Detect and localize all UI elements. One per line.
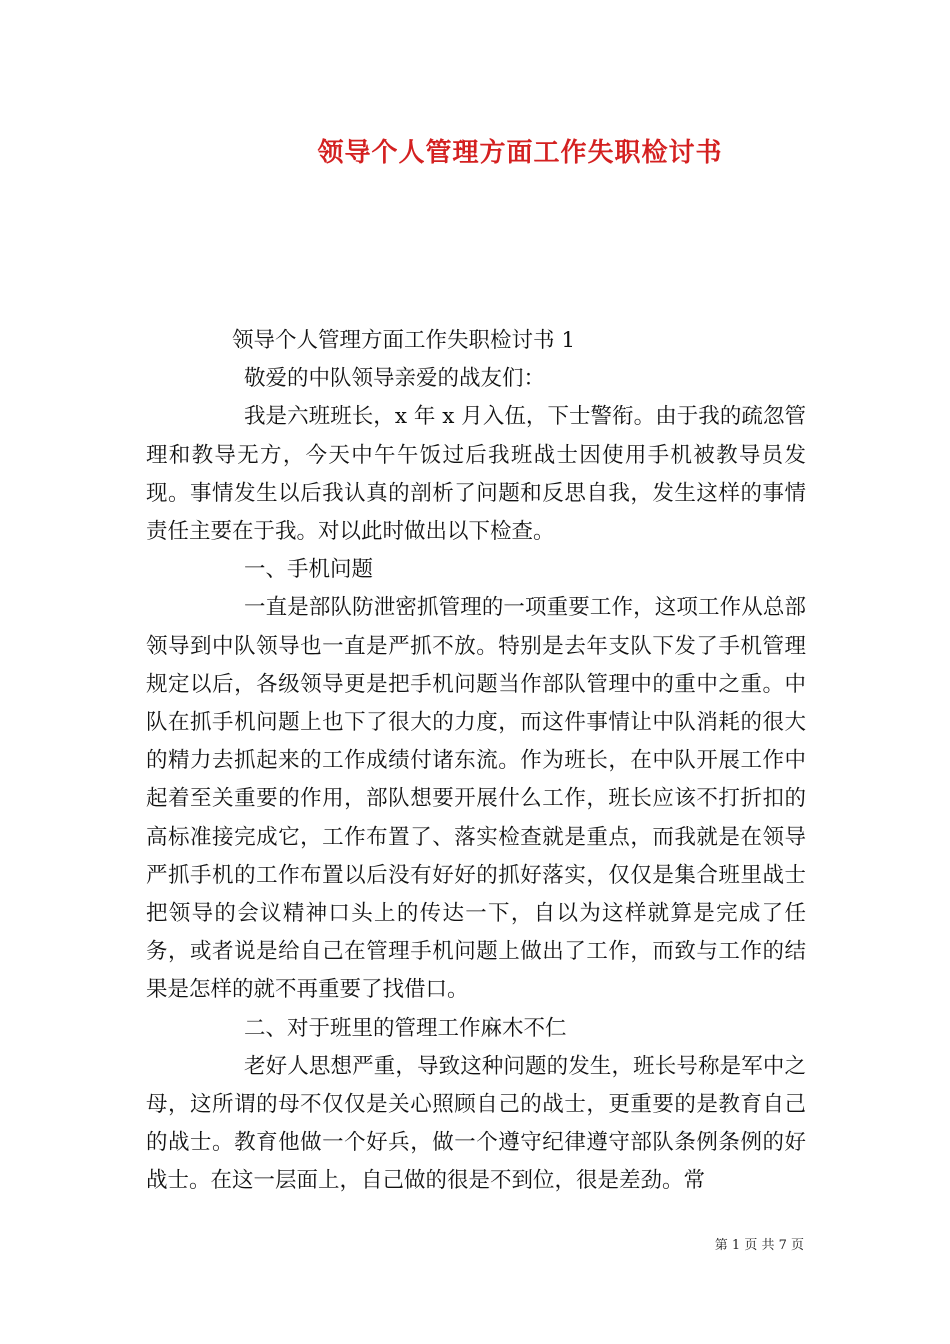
document-subtitle: 领导个人管理方面工作失职检讨书 1 xyxy=(232,328,576,353)
greeting-line: 敬爱的中队领导亲爱的战友们： xyxy=(244,366,546,392)
body-paragraph: 老好人思想严重，导致这种问题的发生，班长号称是军中之母，这所谓的母不仅仅是关心照顾自己的战士，更重要的是教育自己的战士。教育他做一个好兵，做一个遵守纪律遵守部队条例条例的好战士。在这一层面上，自己做的很是不到位，很是差劲。常 xyxy=(146,1053,806,1194)
body-paragraph: 我是六班班长，x 年 x 月入伍，下士警衔。由于我的疏忽管理和教导无方，今天中午午饭过后我班战士因使用手机被教导员发现。事情发生以后我认真的剖析了问题和反思自我，发生这样的事情责任主要在于我。对以此时做出以下检查。 xyxy=(146,404,806,545)
page-number: 第 1 页 共 7 页 xyxy=(714,1238,804,1253)
section-heading: 二、对于班里的管理工作麻木不仁 xyxy=(244,1015,567,1041)
document-title: 领导个人管理方面工作失职检讨书 xyxy=(317,138,723,168)
body-paragraph: 一直是部队防泄密抓管理的一项重要工作，这项工作从总部领导到中队领导也一直是严抓不放。特别是去年支队下发了手机管理规定以后，各级领导更是把手机问题当作部队管理中的重中之重。中队在抓手机问题上也下了很大的力度，而这件事情让中队消耗的很大的精力去抓起来的工作成绩付诸东流。作为班长，在中队开展工作中起着至关重要的作用，部队想要开展什么工作，班长应该不打折扣的高标准接完成它，工作布置了、落实检查就是重点，而我就是在领导严抓手机的工作布置以后没有好好的抓好落实，仅仅是集合班里战士把领导的会议精神口头上的传达一下，自以为这样就算是完成了任务，或者说是给自己在管理手机问题上做出了工作，而致与工作的结果是怎样的就不再重要了找借口。 xyxy=(146,595,806,1003)
document-body xyxy=(146,322,806,1201)
section-heading: 一、手机问题 xyxy=(244,557,374,583)
